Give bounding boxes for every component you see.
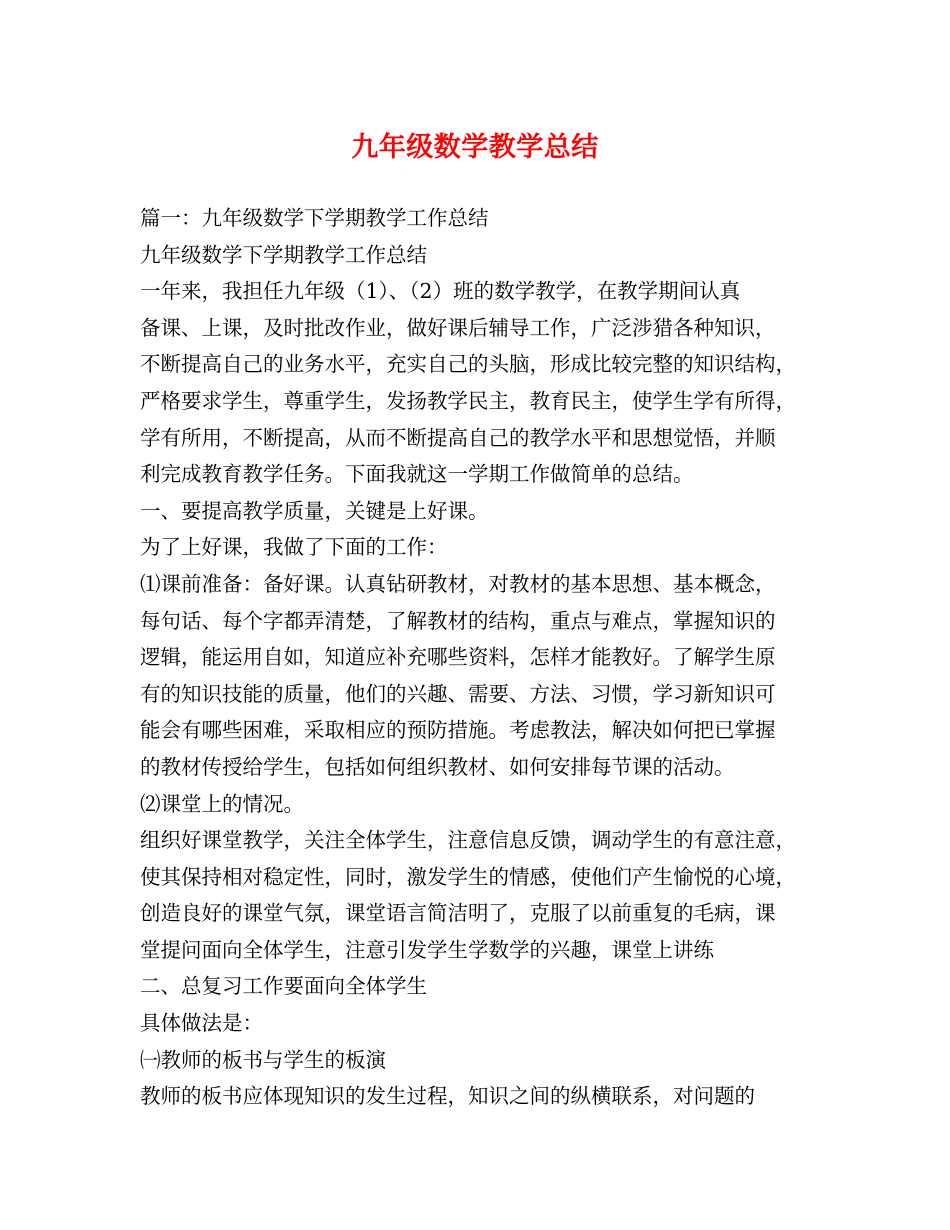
- text-line: 学有所用，不断提高，从而不断提高自己的教学水平和思想觉悟，并顺: [140, 425, 776, 450]
- text-line: 使其保持相对稳定性，同时，激发学生的情感，使他们产生愉悦的心境，: [140, 864, 796, 889]
- text-line: 一年来，我担任九年级（1）、（2）班的数学教学，在教学期间认真: [140, 279, 741, 304]
- text-line: 严格要求学生，尊重学生，发扬教学民主，教育民主，使学生学有所得，: [140, 388, 796, 413]
- text-line: 教师的板书应体现知识的发生过程，知识之间的纵横联系，对问题的: [140, 1084, 755, 1109]
- text-line: 利完成教育教学任务。下面我就这一学期工作做简单的总结。: [140, 462, 694, 487]
- text-line: 九年级数学下学期教学工作总结: [140, 242, 427, 267]
- text-line: 创造良好的课堂气氛，课堂语言简洁明了，克服了以前重复的毛病，课: [140, 901, 776, 926]
- text-line: 逻辑，能运用自如，知道应补充哪些资料，怎样才能教好。了解学生原: [140, 645, 776, 670]
- text-line: 具体做法是：: [140, 1011, 263, 1036]
- document-title: 九年级数学教学总结: [351, 132, 599, 163]
- text-line: 不断提高自己的业务水平，充实自己的头脑，形成比较完整的知识结构，: [140, 352, 796, 377]
- text-line: ㈠教师的板书与学生的板演: [140, 1047, 386, 1072]
- document-body: [140, 200, 830, 1115]
- text-line: 二、总复习工作要面向全体学生: [140, 974, 427, 999]
- text-line: 有的知识技能的质量，他们的兴趣、需要、方法、习惯，学习新知识可: [140, 681, 776, 706]
- text-line: 能会有哪些困难，采取相应的预防措施。考虑教法，解决如何把已掌握: [140, 718, 776, 743]
- text-line: 的教材传授给学生，包括如何组织教材、如何安排每节课的活动。: [140, 754, 735, 779]
- text-line: 为了上好课，我做了下面的工作：: [140, 535, 448, 560]
- text-line: 篇一：九年级数学下学期教学工作总结: [140, 206, 489, 230]
- text-line: 组织好课堂教学，关注全体学生，注意信息反馈，调动学生的有意注意，: [140, 828, 796, 853]
- text-line: 堂提问面向全体学生，注意引发学生学数学的兴趣，课堂上讲练: [140, 937, 714, 962]
- text-line: ⑴课前准备：备好课。认真钻研教材，对教材的基本思想、基本概念，: [140, 571, 776, 596]
- text-line: ⑵课堂上的情况。: [140, 791, 304, 816]
- text-line: 备课、上课，及时批改作业，做好课后辅导工作，广泛涉猎各种知识，: [140, 315, 776, 340]
- text-line: 每句话、每个字都弄清楚，了解教材的结构，重点与难点，掌握知识的: [140, 608, 776, 633]
- text-line: 一、要提高教学质量，关键是上好课。: [140, 498, 489, 523]
